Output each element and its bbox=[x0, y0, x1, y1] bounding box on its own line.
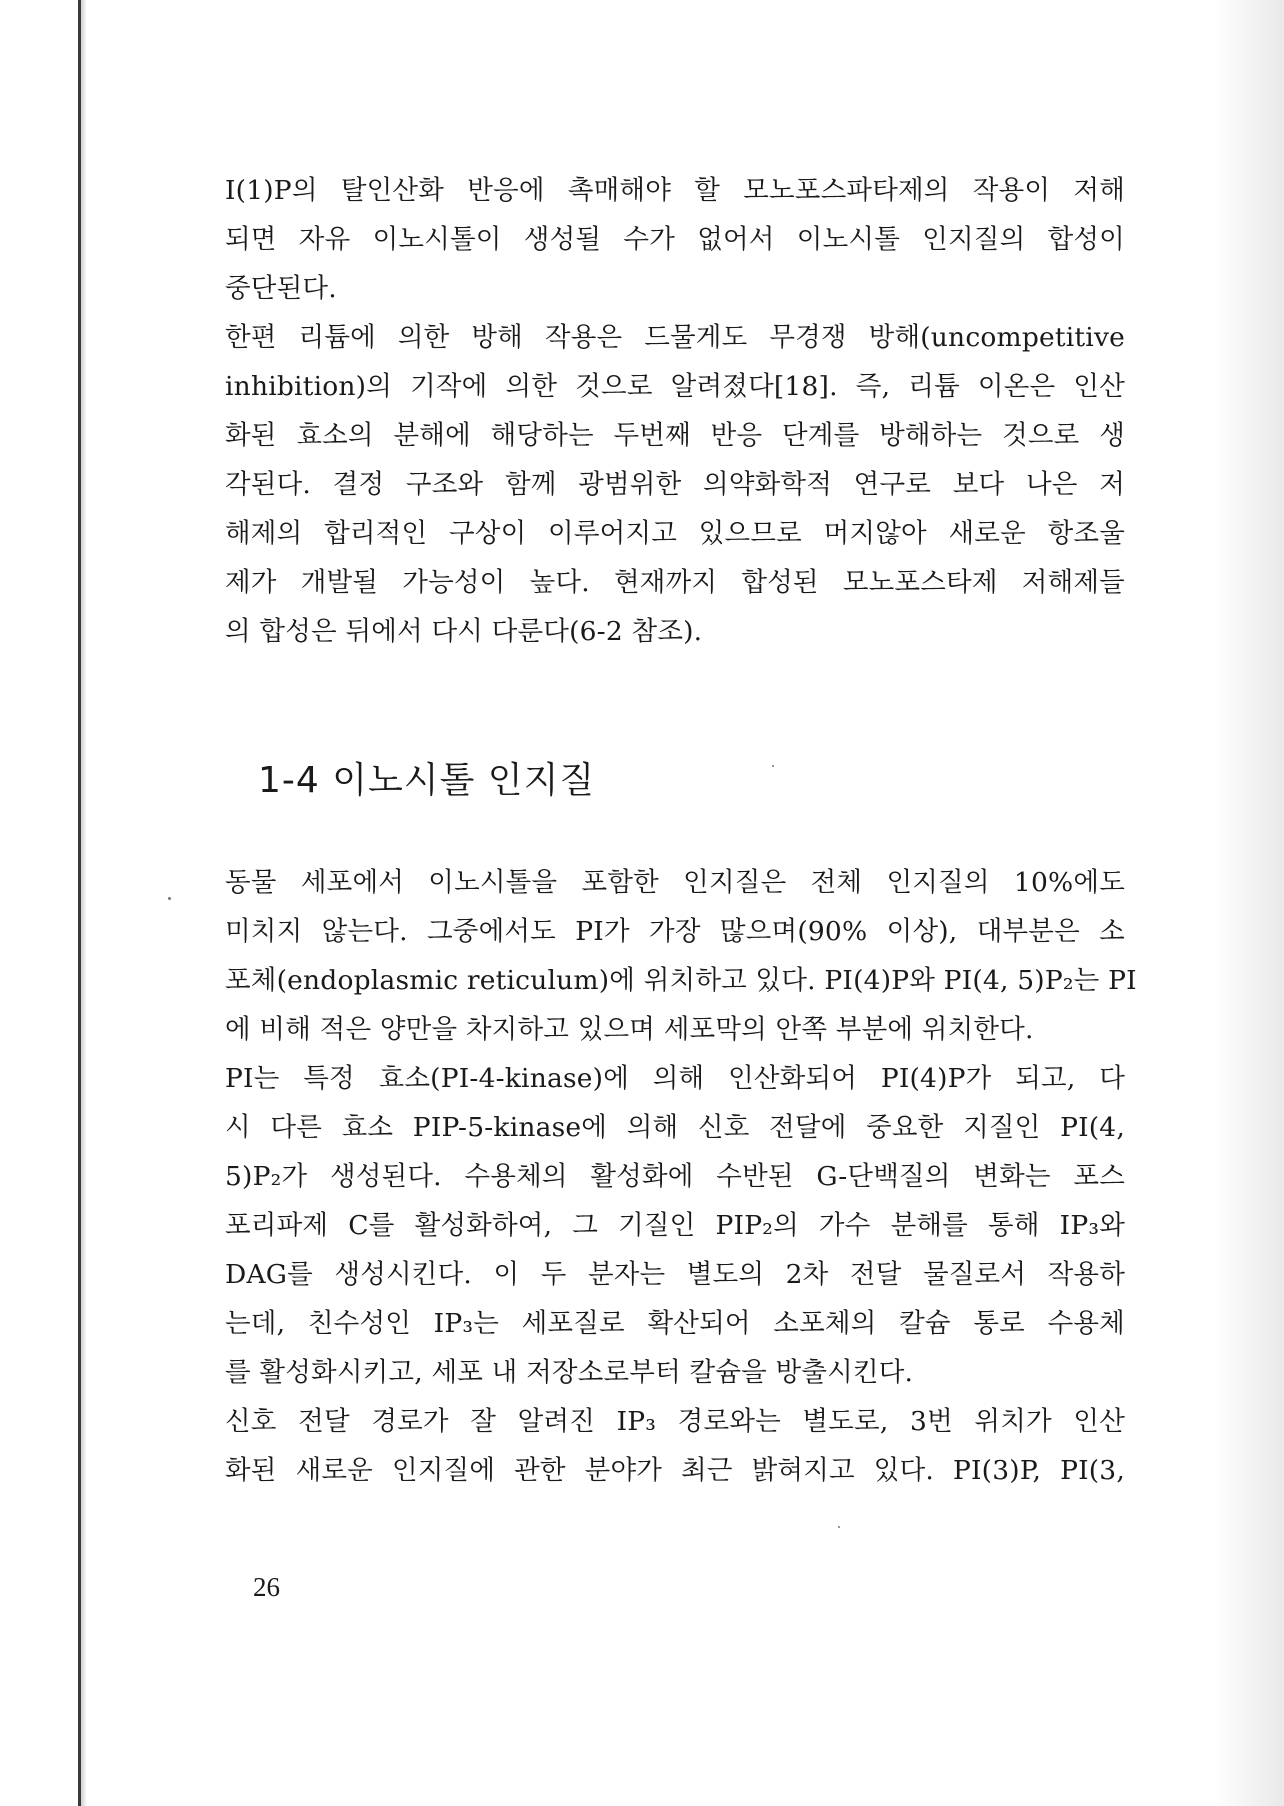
text-line: 화된 새로운 인지질에 관한 분야가 최근 밝혀지고 있다. PI(3)P, PI(3, bbox=[225, 1455, 1125, 1486]
text-line: 중단된다. bbox=[225, 273, 337, 304]
text-line: 화된 효소의 분해에 해당하는 두번째 반응 단계를 방해하는 것으로 생 bbox=[225, 420, 1125, 451]
text-line: 동물 세포에서 이노시톨을 포함한 인지질은 전체 인지질의 10%에도 bbox=[225, 867, 1125, 898]
text-line: DAG를 생성시킨다. 이 두 분자는 별도의 2차 전달 물질로서 작용하 bbox=[225, 1259, 1125, 1290]
text-line: 되면 자유 이노시톨이 생성될 수가 없어서 이노시톨 인지질의 합성이 bbox=[225, 224, 1125, 255]
text-line: 시 다른 효소 PIP-5-kinase에 의해 신호 전달에 중요한 지질인 PI(4, bbox=[225, 1112, 1125, 1143]
text-line: 한편 리튬에 의한 방해 작용은 드물게도 무경쟁 방해(uncompetitive bbox=[225, 322, 1125, 353]
text-line: 의 합성은 뒤에서 다시 다룬다(6-2 참조). bbox=[225, 616, 703, 647]
binding-shadow bbox=[81, 0, 87, 1806]
scan-speck bbox=[772, 765, 774, 767]
page-number: 26 bbox=[253, 1572, 280, 1602]
text-line: 각된다. 결정 구조와 함께 광범위한 의약화학적 연구로 보다 나은 저 bbox=[225, 469, 1125, 500]
text-line: 에 비해 적은 양만을 차지하고 있으며 세포막의 안쪽 부분에 위치한다. bbox=[225, 1014, 1034, 1045]
text-line: 포리파제 C를 활성화하여, 그 기질인 PIP₂의 가수 분해를 통해 IP₃와 bbox=[225, 1210, 1125, 1241]
text-line: 미치지 않는다. 그중에서도 PI가 가장 많으며(90% 이상), 대부분은 소 bbox=[225, 916, 1125, 947]
text-line: 신호 전달 경로가 잘 알려진 IP₃ 경로와는 별도로, 3번 위치가 인산 bbox=[225, 1406, 1125, 1437]
text-line: inhibition)의 기작에 의한 것으로 알려졌다[18]. 즉, 리튬 이온은 인산 bbox=[225, 371, 1125, 402]
text-line: 포체(endoplasmic reticulum)에 위치하고 있다. PI(4)P와 PI(4, 5)P₂는 PI bbox=[225, 965, 1137, 996]
text-line: 제가 개발될 가능성이 높다. 현재까지 합성된 모노포스타제 저해제들 bbox=[225, 567, 1125, 598]
section-heading: 1-4 이노시톨 인지질 bbox=[258, 760, 596, 801]
body-text-bottom bbox=[225, 858, 1137, 1495]
text-line: PI는 특정 효소(PI-4-kinase)에 의해 인산화되어 PI(4)P가 되고, 다 bbox=[225, 1063, 1125, 1094]
text-line: 를 활성화시키고, 세포 내 저장소로부터 칼슘을 방출시킨다. bbox=[225, 1357, 914, 1388]
body-text-top bbox=[225, 166, 1125, 656]
page-edge-shade bbox=[1214, 0, 1284, 1806]
text-line: 해제의 합리적인 구상이 이루어지고 있으므로 머지않아 새로운 항조울 bbox=[225, 518, 1125, 549]
scan-speck bbox=[168, 897, 171, 900]
text-line: 5)P₂가 생성된다. 수용체의 활성화에 수반된 G-단백질의 변화는 포스 bbox=[225, 1161, 1125, 1192]
text-line: 는데, 친수성인 IP₃는 세포질로 확산되어 소포체의 칼슘 통로 수용체 bbox=[225, 1308, 1125, 1339]
text-line: I(1)P의 탈인산화 반응에 촉매해야 할 모노포스파타제의 작용이 저해 bbox=[225, 175, 1125, 206]
scan-speck bbox=[838, 1526, 840, 1528]
